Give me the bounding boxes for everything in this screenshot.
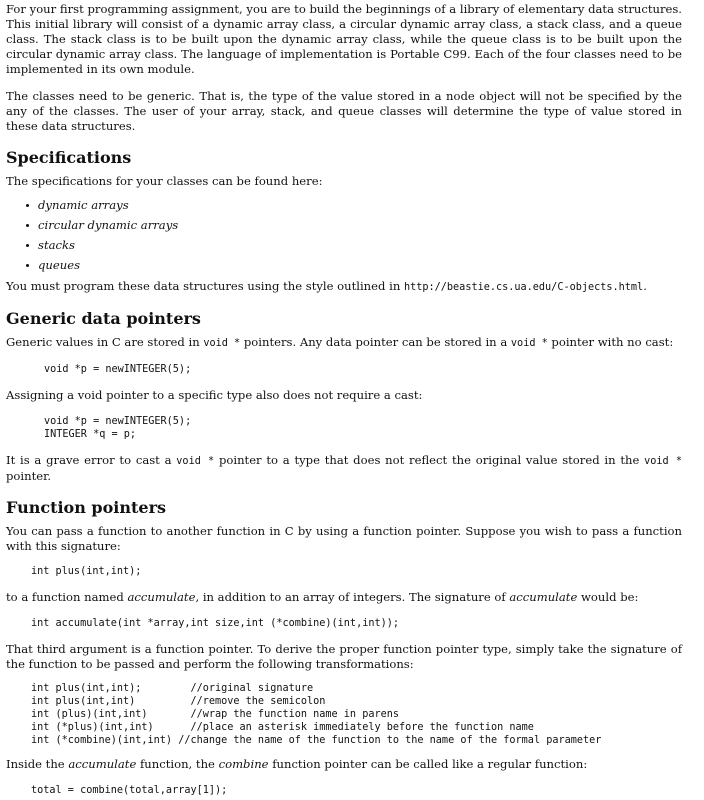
function-pointers-heading: Function pointers <box>6 498 167 517</box>
style-paragraph: You must program these data structures using the style outlined in http://beastie.cs.ua.edu/C-objects.html. <box>6 279 647 293</box>
style-url[interactable]: http://beastie.cs.ua.edu/C-objects.html <box>403 282 644 293</box>
code-block-assign-pointer: void *p = newINTEGER(5); INTEGER *q = p; <box>44 416 192 440</box>
code-block-void-pointer: void *p = newINTEGER(5); <box>44 364 192 375</box>
funcptr-paragraph-1: You can pass a function to another function in C by using a function pointer. Suppose you wish to pass a function with this signature: <box>6 524 682 553</box>
list-item-queues[interactable]: queues <box>38 255 682 275</box>
intro-paragraph-2: The classes need to be generic. That is, the type of the value stored in a node object will not be specified by the any of the classes. The user of your array, stack, and queue classes will determine the type of value stored in these data structures. <box>6 89 682 133</box>
specifications-list <box>6 195 682 275</box>
intro-paragraph-1: For your first programming assignment, you are to build the beginnings of a library of elementary data structures. This initial library will consist of a dynamic array class, a circular dynamic array class, a stack class, and a queue class. The stack class is to be built upon the dynamic array class, while the queue class is to be built upon the circular dynamic array class. The language of implementation is Portable C99. Each of the four classes need to be implemented in its own module. <box>6 2 682 76</box>
specifications-lead: The specifications for your classes can be found here: <box>6 174 323 188</box>
specifications-heading: Specifications <box>6 148 132 167</box>
generic-paragraph-1: Generic values in C are stored in void * pointers. Any data pointer can be stored in a void * pointer with no cast: <box>6 335 674 349</box>
list-item-circular-dynamic-arrays[interactable]: circular dynamic arrays <box>38 215 682 235</box>
funcptr-paragraph-3: That third argument is a function pointer. To derive the proper function pointer type, simply take the signature of the function to be passed and perform the following transformations: <box>6 642 682 671</box>
code-block-accumulate-signature: int accumulate(int *array,int size,int (*combine)(int,int)); <box>31 618 400 629</box>
list-item-stacks[interactable]: stacks <box>38 235 682 255</box>
list-item-dynamic-arrays[interactable]: dynamic arrays <box>38 195 682 215</box>
funcptr-paragraph-4: Inside the accumulate function, the combine function pointer can be called like a regular function: <box>6 757 588 771</box>
code-block-combine-call: total = combine(total,array[1]); <box>31 785 228 796</box>
generic-paragraph-3: It is a grave error to cast a void * pointer to a type that does not reflect the original value stored in the void * pointer. <box>6 453 682 483</box>
code-block-plus-signature: int plus(int,int); <box>31 566 142 577</box>
generic-heading: Generic data pointers <box>6 309 201 328</box>
code-block-transformations: int plus(int,int); //original signature int plus(int,int) //remove the semicolon int (plus)(int,int) //wrap the function name in parens int (*plus)(int,int) //place an asterisk immediately before the function name int (*combine)(int,int) //change the name of the function to the name of the formal parameter <box>31 683 602 746</box>
funcptr-paragraph-2: to a function named accumulate, in addition to an array of integers. The signature of accumulate would be: <box>6 590 639 604</box>
generic-paragraph-2: Assigning a void pointer to a specific type also does not require a cast: <box>6 388 423 402</box>
